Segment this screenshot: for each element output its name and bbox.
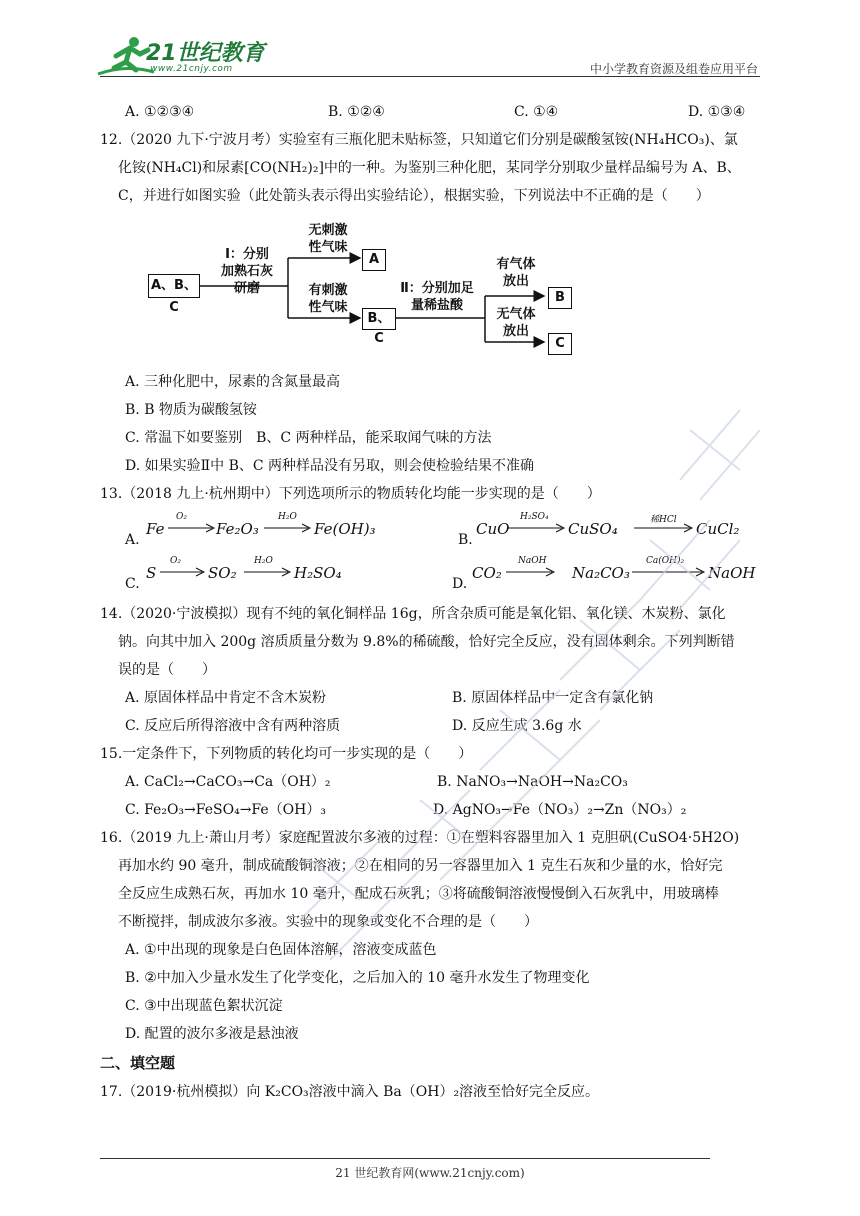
flow-result-a: A	[362, 249, 386, 271]
q16-option-b: B. ②中加入少量水发生了化学变化，之后加入的 10 毫升水发生了物理变化	[125, 970, 590, 986]
flow-result-c: C	[548, 333, 572, 355]
flow-result-b: B	[548, 287, 572, 309]
section-heading-fill-blank: 二、填空题	[100, 1054, 176, 1072]
header-divider	[100, 76, 760, 77]
q12-stem-line3: C，并进行如图实验（此处箭头表示得出实验结论），根据实验，下列说法中不正确的是（ ）	[118, 188, 710, 204]
q11-option-b: B. ①②④	[328, 104, 385, 120]
flow-branch1-top-label: 无刺激 性气味	[308, 223, 348, 255]
q12-option-b: B. B 物质为碳酸氢铵	[125, 402, 257, 418]
flow-result-bc: B、C	[362, 308, 396, 330]
flow-branch2-bottom-label: 无气体 放出	[496, 307, 536, 339]
q16-stem-line3: 全反应生成熟石灰，再加水 10 毫升，配成石灰乳；③将硫酸铜溶液慢慢倒入石灰乳中，用玻璃棒	[118, 886, 719, 902]
q14-stem-line1: 14.（2020·宁波模拟）现有不纯的氧化铜样品 16g，所含杂质可能是氧化铝、氧化镁、木炭粉、氯化	[100, 606, 726, 622]
logo-text: 21世纪教育	[146, 41, 265, 66]
q15-option-c: C. Fe₂O₃→FeSO₄→Fe（OH）₃	[125, 802, 326, 818]
footer-text: 21 世纪教育网(www.21cnjy.com)	[335, 1166, 525, 1180]
q16-stem-line1: 16.（2019 九上·萧山月考）家庭配置波尔多液的过程：①在塑料容器里加入 1 克胆矾(CuSO4·5H2O)	[100, 830, 740, 846]
q15-option-a: A. CaCl₂→CaCO₃→Ca（OH）₂	[125, 774, 331, 790]
q17-stem: 17.（2019·杭州模拟）向 K₂CO₃溶液中滴入 Ba（OH）₂溶液至恰好完全反应。	[100, 1084, 600, 1100]
q14-stem-line3: 误的是（ ）	[118, 662, 216, 678]
q15-option-d: D. AgNO₃→Fe（NO₃）₂→Zn（NO₃）₂	[433, 802, 687, 818]
platform-name: 中小学教育资源及组卷应用平台	[589, 62, 758, 76]
q14-stem-line2: 钠。向其中加入 200g 溶质质量分数为 9.8%的稀硫酸，恰好完全反应，没有固体剩余。下列判断错	[118, 634, 735, 650]
q12-option-a: A. 三种化肥中，尿素的含氮量最高	[125, 374, 341, 390]
q11-option-d: D. ①③④	[688, 104, 746, 120]
q12-stem-line1: 12.（2020 九下·宁波月考）实验室有三瓶化肥未贴标签，只知道它们分别是碳酸氢铵(NH₄HCO₃)、氯	[100, 132, 738, 148]
q14-option-b: B. 原固体样品中一定含有氯化钠	[452, 690, 654, 706]
q14-option-a: A. 原固体样品中肯定不含木炭粉	[125, 690, 327, 706]
logo-url: www.21cnjy.com	[150, 64, 233, 74]
flow-step1-label: Ⅰ：分别 加熟石灰 研磨	[220, 247, 273, 296]
flow-branch1-bottom-label: 有刺激 性气味	[308, 283, 348, 315]
q16-option-c: C. ③中出现蓝色絮状沉淀	[125, 998, 283, 1014]
flow-branch2-top-label: 有气体 放出	[496, 257, 536, 289]
q16-option-a: A. ①中出现的现象是白色固体溶解，溶液变成蓝色	[125, 942, 437, 958]
q16-stem-line2: 再加水约 90 毫升，制成硫酸铜溶液；②在相同的另一容器里加入 1 克生石灰和少量的水，恰好完	[118, 858, 723, 874]
flow-step2-label: Ⅱ：分别加足 量稀盐酸	[400, 281, 474, 313]
q15-stem: 15.一定条件下，下列物质的转化均可一步实现的是（ ）	[100, 746, 473, 762]
q14-option-d: D. 反应生成 3.6g 水	[452, 718, 582, 734]
footer-divider	[100, 1158, 710, 1159]
q11-option-a: A. ①②③④	[125, 104, 195, 120]
q13-stem: 13.（2018 九上·杭州期中）下列选项所示的物质转化均能一步实现的是（ ）	[100, 486, 601, 502]
q14-option-c: C. 反应后所得溶液中含有两种溶质	[125, 718, 341, 734]
q12-stem-line2: 化铵(NH₄Cl)和尿素[CO(NH₂)₂]中的一种。为鉴别三种化肥，某同学分别取少量样品编号为 A、B、	[118, 160, 741, 176]
q15-option-b: B. NaNO₃→NaOH→Na₂CO₃	[437, 774, 628, 790]
q12-option-d: D. 如果实验Ⅱ中 B、C 两种样品没有另取，则会使检验结果不准确	[125, 458, 535, 474]
q16-option-d: D. 配置的波尔多液是悬浊液	[125, 1026, 299, 1042]
q12-option-c: C. 常温下如要鉴别 B、C 两种样品，能采取闻气味的方法	[125, 430, 492, 446]
q16-stem-line4: 不断搅拌，制成波尔多液。实验中的现象或变化不合理的是（ ）	[118, 914, 538, 930]
flow-start-box: A、B、C	[148, 274, 200, 298]
q11-option-c: C. ①④	[514, 104, 559, 120]
